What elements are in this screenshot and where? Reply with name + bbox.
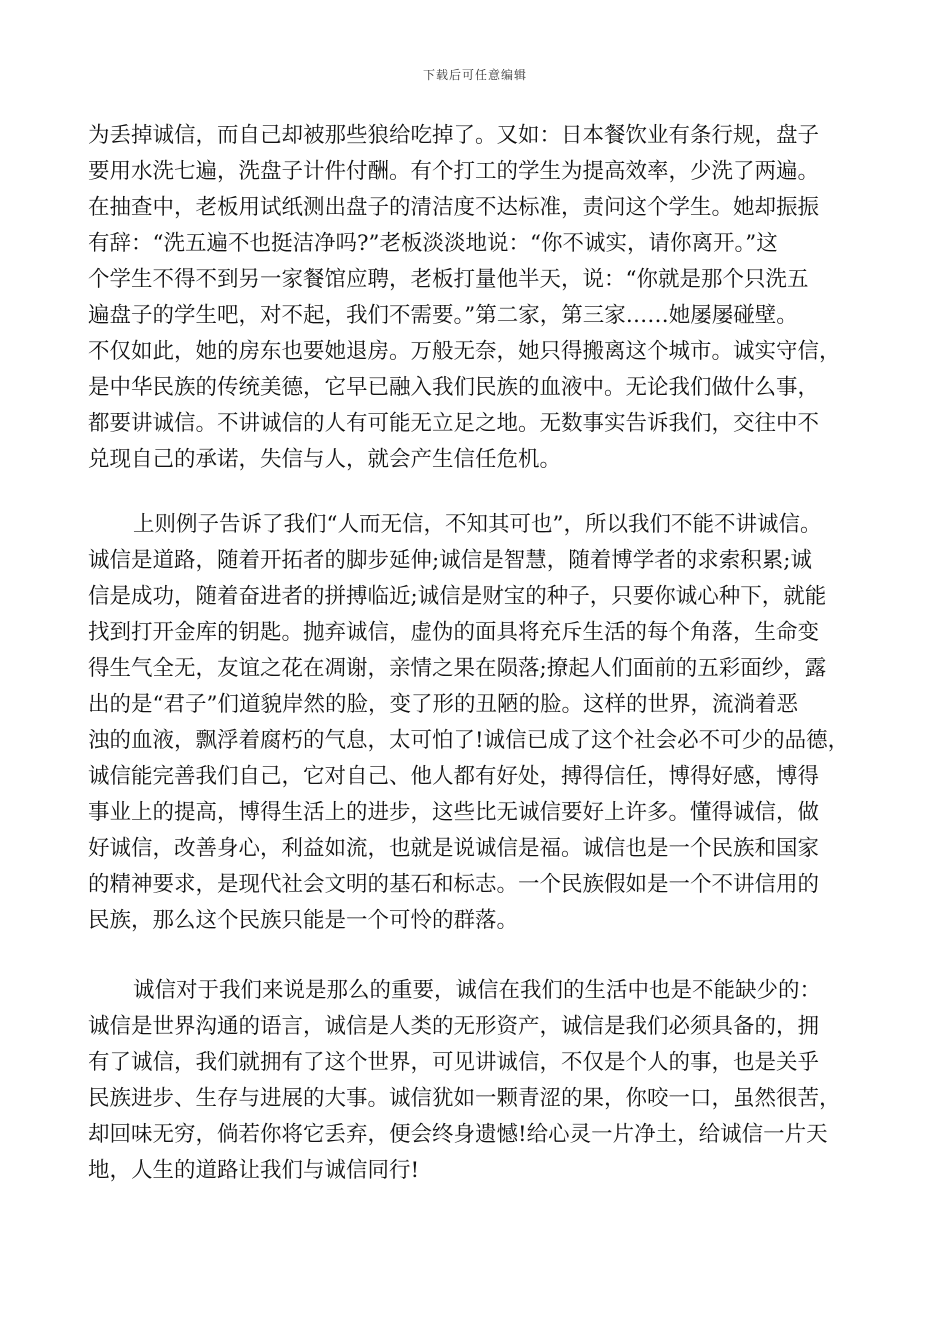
text-line: 找到打开金库的钥匙。抛弃诚信，虚伪的面具将充斥生活的每个角落，生命变 bbox=[88, 620, 820, 645]
text-line: 遍盘子的学生吧，对不起，我们不需要。”第二家，第三家……她屡屡碰壁。 bbox=[88, 303, 798, 328]
text-line: 却回味无穷，倘若你将它丢弃，便会终身遗憾!给心灵一片净土，给诚信一片天 bbox=[88, 1122, 828, 1147]
text-line: 要用水洗七遍，洗盘子计件付酬。有个打工的学生为提高效率，少洗了两遍。 bbox=[88, 159, 820, 184]
text-line: 的精神要求，是现代社会文明的基石和标志。一个民族假如是一个不讲信用的 bbox=[88, 872, 820, 897]
text-line: 浊的血液，飘浮着腐朽的气息，太可怕了!诚信已成了这个社会必不可少的品德， bbox=[88, 728, 850, 753]
paragraph-spacer bbox=[88, 478, 868, 507]
text-line: 诚信是世界沟通的语言，诚信是人类的无形资产，诚信是我们必须具备的，拥 bbox=[88, 1014, 820, 1039]
paragraph-3 bbox=[88, 973, 868, 1189]
text-line: 民族进步、生存与进展的大事。诚信犹如一颗青涩的果，你咬一口，虽然很苦， bbox=[88, 1086, 841, 1111]
text-line: 得生气全无，友谊之花在凋谢，亲情之果在陨落;撩起人们面前的五彩面纱，露 bbox=[88, 656, 827, 681]
text-line: 兑现自己的承诺，失信与人，就会产生信任危机。 bbox=[88, 447, 562, 472]
text-line: 地，人生的道路让我们与诚信同行! bbox=[88, 1158, 420, 1183]
text-line: 有辞：“洗五遍不也挺洁净吗?”老板淡淡地说：“你不诚实，请你离开。”这 bbox=[88, 231, 778, 256]
text-line: 事业上的提高，博得生活上的进步，这些比无诚信要好上许多。懂得诚信，做 bbox=[88, 800, 820, 825]
paragraph-2 bbox=[88, 507, 868, 939]
text-line: 在抽查中，老板用试纸测出盘子的清洁度不达标准，责问这个学生。她却振振 bbox=[88, 195, 820, 220]
text-line: 为丢掉诚信，而自己却被那些狼给吃掉了。又如：日本餐饮业有条行规，盘子 bbox=[88, 123, 820, 148]
document-body bbox=[88, 118, 868, 1189]
text-line: 诚信是道路，随着开拓者的脚步延伸;诚信是智慧，随着博学者的求索积累;诚 bbox=[88, 548, 812, 573]
text-line: 个学生不得不到另一家餐馆应聘，老板打量他半天，说：“你就是那个只洗五 bbox=[88, 267, 809, 292]
text-line: 有了诚信，我们就拥有了这个世界，可见讲诚信，不仅是个人的事，也是关乎 bbox=[88, 1050, 820, 1075]
text-line: 诚信对于我们来说是那么的重要，诚信在我们的生活中也是不能缺少的： bbox=[133, 978, 822, 1003]
text-line: 信是成功，随着奋进者的拼搏临近;诚信是财宝的种子，只要你诚心种下，就能 bbox=[88, 584, 827, 609]
text-line: 都要讲诚信。不讲诚信的人有可能无立足之地。无数事实告诉我们，交往中不 bbox=[88, 411, 820, 436]
page-header: 下载后可任意编辑 bbox=[422, 68, 527, 82]
text-line: 好诚信，改善身心，利益如流，也就是说诚信是福。诚信也是一个民族和国家 bbox=[88, 836, 820, 861]
text-line: 是中华民族的传统美德，它早已融入我们民族的血液中。无论我们做什么事， bbox=[88, 375, 820, 400]
text-line: 出的是“君子”们道貌岸然的脸，变了形的丑陋的脸。这样的世界，流淌着恶 bbox=[88, 692, 798, 717]
text-line: 不仅如此，她的房东也要她退房。万般无奈，她只得搬离这个城市。诚实守信， bbox=[88, 339, 841, 364]
paragraph-1 bbox=[88, 118, 868, 478]
text-line: 诚信能完善我们自己，它对自己、他人都有好处，搏得信任，博得好感，博得 bbox=[88, 764, 820, 789]
text-line: 上则例子告诉了我们“人而无信，不知其可也”，所以我们不能不讲诚信。 bbox=[133, 512, 822, 537]
text-line: 民族，那么这个民族只能是一个可怜的群落。 bbox=[88, 908, 519, 933]
paragraph-spacer bbox=[88, 939, 868, 973]
